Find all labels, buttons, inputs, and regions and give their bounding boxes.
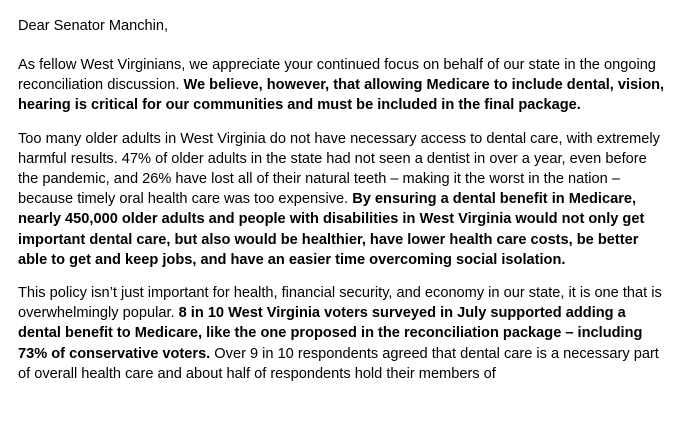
paragraph-3-text-continued: Over 9 in 10 respondents agreed that dental care is a necessary part of overall health care and about half of respondents hold their members of <box>18 345 659 382</box>
paragraph-3-bold: 8 in 10 West Virginia voters surveyed in July supported adding a dental benefit to Medicare, like the one proposed in the reconciliation package – including 73% of conservative voters. <box>18 305 643 362</box>
paragraph-3 <box>18 283 670 384</box>
paragraph-2 <box>18 129 670 270</box>
paragraph-1-text: As fellow West Virginians, we appreciate your continued focus on behalf of our state in the ongoing reconciliation discussion. <box>18 57 656 94</box>
paragraph-3-text: This policy isn’t just important for health, financial security, and economy in our state, it is one that is overwhelmingly popular. <box>18 285 662 322</box>
paragraph-2-text: Too many older adults in West Virginia do not have necessary access to dental care, with extremely harmful results. 47% of older adults in the state had not seen a dentist in over a year, even before the pandemic, and 26% have lost all of their natural teeth – making it the worst in the nation – because timely oral health care was too expensive. <box>18 130 660 208</box>
paragraph-2-bold: By ensuring a dental benefit in Medicare, nearly 450,000 older adults and people with disabilities in West Virginia would not only get important dental care, but also would be healthier, have lower health care costs, be better able to get and keep jobs, and have an easier time overcoming social isolation. <box>18 191 645 268</box>
salutation: Dear Senator Manchin, <box>18 18 169 34</box>
paragraph-1 <box>18 55 670 116</box>
letter-body <box>18 17 670 397</box>
paragraph-1-bold: We believe, however, that allowing Medicare to include dental, vision, hearing is critical for our communities and must be included in the final package. <box>18 77 665 114</box>
